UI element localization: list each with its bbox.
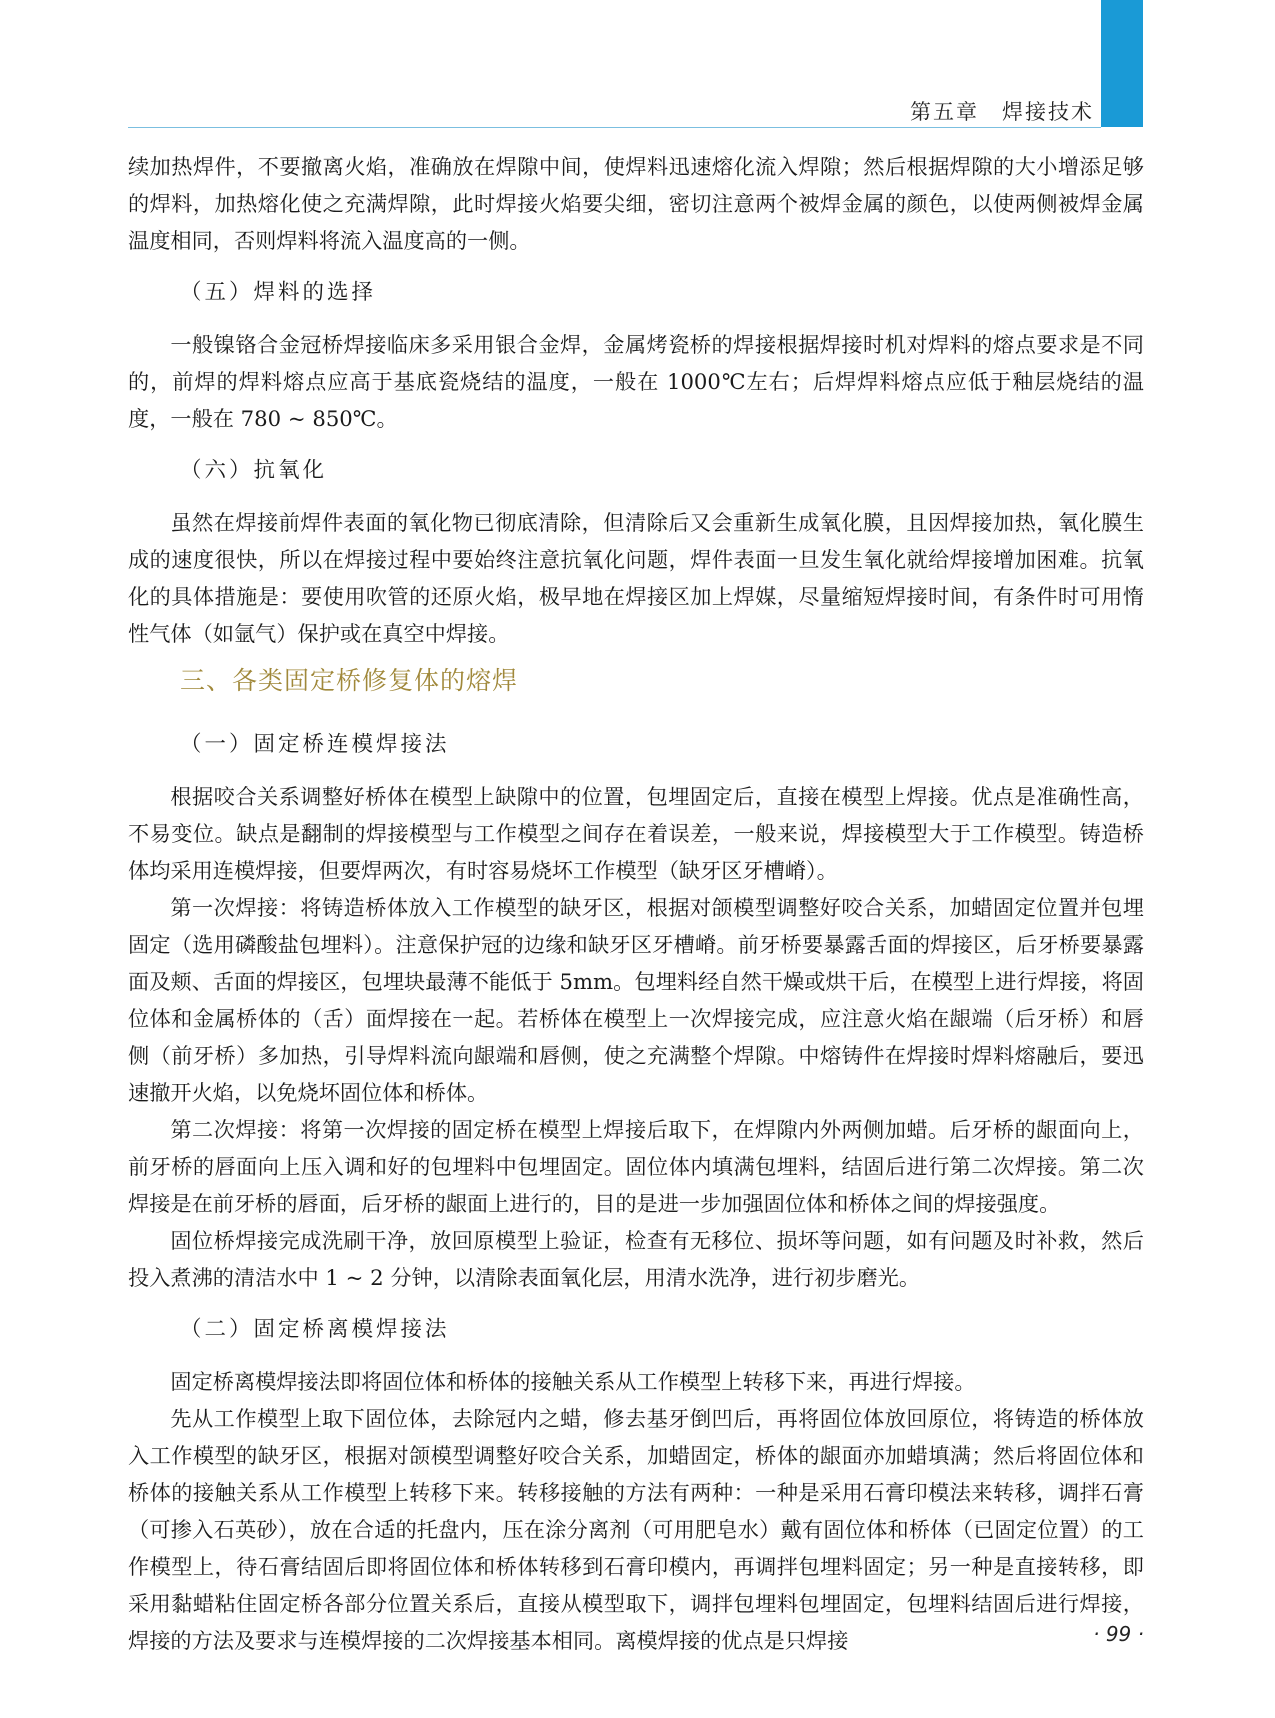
header-divider (128, 127, 1101, 128)
paragraph-on-model-intro: 根据咬合关系调整好桥体在模型上缺隙中的位置，包埋固定后，直接在模型上焊接。优点是准确性高，不易变位。缺点是翻制的焊接模型与工作模型之间存在着误差，一般来说，焊接模型大于工作模型。铸造桥体均采用连模焊接，但要焊两次，有时容易烧坏工作模型（缺牙区牙槽嵴）。 (128, 784, 1144, 883)
paragraph-anti-oxidation: 虽然在焊接前焊件表面的氧化物已彻底清除，但清除后又会重新生成氧化膜，且因焊接加热，氧化膜生成的速度很快，所以在焊接过程中要始终注意抗氧化问题，焊件表面一旦发生氧化就给焊接增加困难。抗氧化的具体措施是：要使用吹管的还原火焰，极早地在焊接区加上焊媒，尽量缩短焊接时间，有条件时可用惰性气体（如氩气）保护或在真空中焊接。 (128, 510, 1144, 646)
page-body (128, 148, 1144, 1659)
section-heading-fixed-bridge-welding: 三、各类固定桥修复体的熔焊 (180, 666, 519, 695)
subheading-anti-oxidation: （六）抗氧化 (180, 458, 328, 483)
paragraph-off-model-procedure: 先从工作模型上取下固位体，去除冠内之蜡，修去基牙倒凹后，再将固位体放回原位，将铸造的桥体放入工作模型的缺牙区，根据对颌模型调整好咬合关系，加蜡固定，桥体的龈面亦加蜡填满；然后将固位体和桥体的接触关系从工作模型上转移下来。转移接触的方法有两种：一种是采用石膏印模法来转移，调拌石膏（可掺入石英砂），放在合适的托盘内，压在涂分离剂（可用肥皂水）戴有固位体和桥体（已固定位置）的工作模型上，待石膏结固后即将固位体和桥体转移到石膏印模内，再调拌包埋料固定；另一种是直接转移，即采用黏蜡粘住固定桥各部分位置关系后，直接从模型取下，调拌包埋料包埋固定，包埋料结固后进行焊接，焊接的方法及要求与连模焊接的二次焊接基本相同。离模焊接的优点是只焊接 (128, 1406, 1144, 1653)
running-header-chapter: 第五章 焊接技术 (910, 100, 1094, 124)
subheading-solder-selection: （五）焊料的选择 (180, 280, 377, 305)
subheading-on-model-welding: （一）固定桥连模焊接法 (180, 732, 450, 757)
paragraph-solder-selection: 一般镍铬合金冠桥焊接临床多采用银合金焊，金属烤瓷桥的焊接根据焊接时机对焊料的熔点要求是不同的，前焊的焊料熔点应高于基底瓷烧结的温度，一般在 1000℃左右；后焊焊料熔点应低于釉层烧结的温度，一般在 780 ~ 850℃。 (128, 332, 1144, 431)
paragraph-off-model-intro: 固定桥离模焊接法即将固位体和桥体的接触关系从工作模型上转移下来，再进行焊接。 (170, 1369, 976, 1394)
page-number: · 99 · (1093, 1622, 1144, 1646)
subheading-off-model-welding: （二）固定桥离模焊接法 (180, 1317, 450, 1342)
paragraph-continued: 续加热焊件，不要撤离火焰，准确放在焊隙中间，使焊料迅速熔化流入焊隙；然后根据焊隙的大小增添足够的焊料，加热熔化使之充满焊隙，此时焊接火焰要尖细，密切注意两个被焊金属的颜色，以使两侧被焊金属温度相同，否则焊料将流入温度高的一侧。 (128, 154, 1144, 253)
paragraph-cleaning: 固位桥焊接完成洗刷干净，放回原模型上验证，检查有无移位、损坏等问题，如有问题及时补救，然后投入煮沸的清洁水中 1 ~ 2 分钟，以清除表面氧化层，用清水洗净，进行初步磨光。 (128, 1228, 1144, 1290)
paragraph-second-welding: 第二次焊接：将第一次焊接的固定桥在模型上焊接后取下，在焊隙内外两侧加蜡。后牙桥的龈面向上，前牙桥的唇面向上压入调和好的包埋料中包埋固定。固位体内填满包埋料，结固后进行第二次焊接。第二次焊接是在前牙桥的唇面，后牙桥的龈面上进行的，目的是进一步加强固位体和桥体之间的焊接强度。 (128, 1117, 1144, 1216)
paragraph-first-welding: 第一次焊接：将铸造桥体放入工作模型的缺牙区，根据对颌模型调整好咬合关系，加蜡固定位置并包埋固定（选用磷酸盐包埋料）。注意保护冠的边缘和缺牙区牙槽嵴。前牙桥要暴露舌面的焊接区，后牙桥要暴露面及颊、舌面的焊接区，包埋块最薄不能低于 5mm。包埋料经自然干燥或烘干后，在模型上进行焊接，将固位体和金属桥体的（舌）面焊接在一起。若桥体在模型上一次焊接完成，应注意火焰在龈端（后牙桥）和唇侧（前牙桥）多加热，引导焊料流向龈端和唇侧，使之充满整个焊隙。中熔铸件在焊接时焊料熔融后，要迅速撤开火焰，以免烧坏固位体和桥体。 (128, 895, 1144, 1105)
chapter-tab-marker (1101, 0, 1143, 127)
